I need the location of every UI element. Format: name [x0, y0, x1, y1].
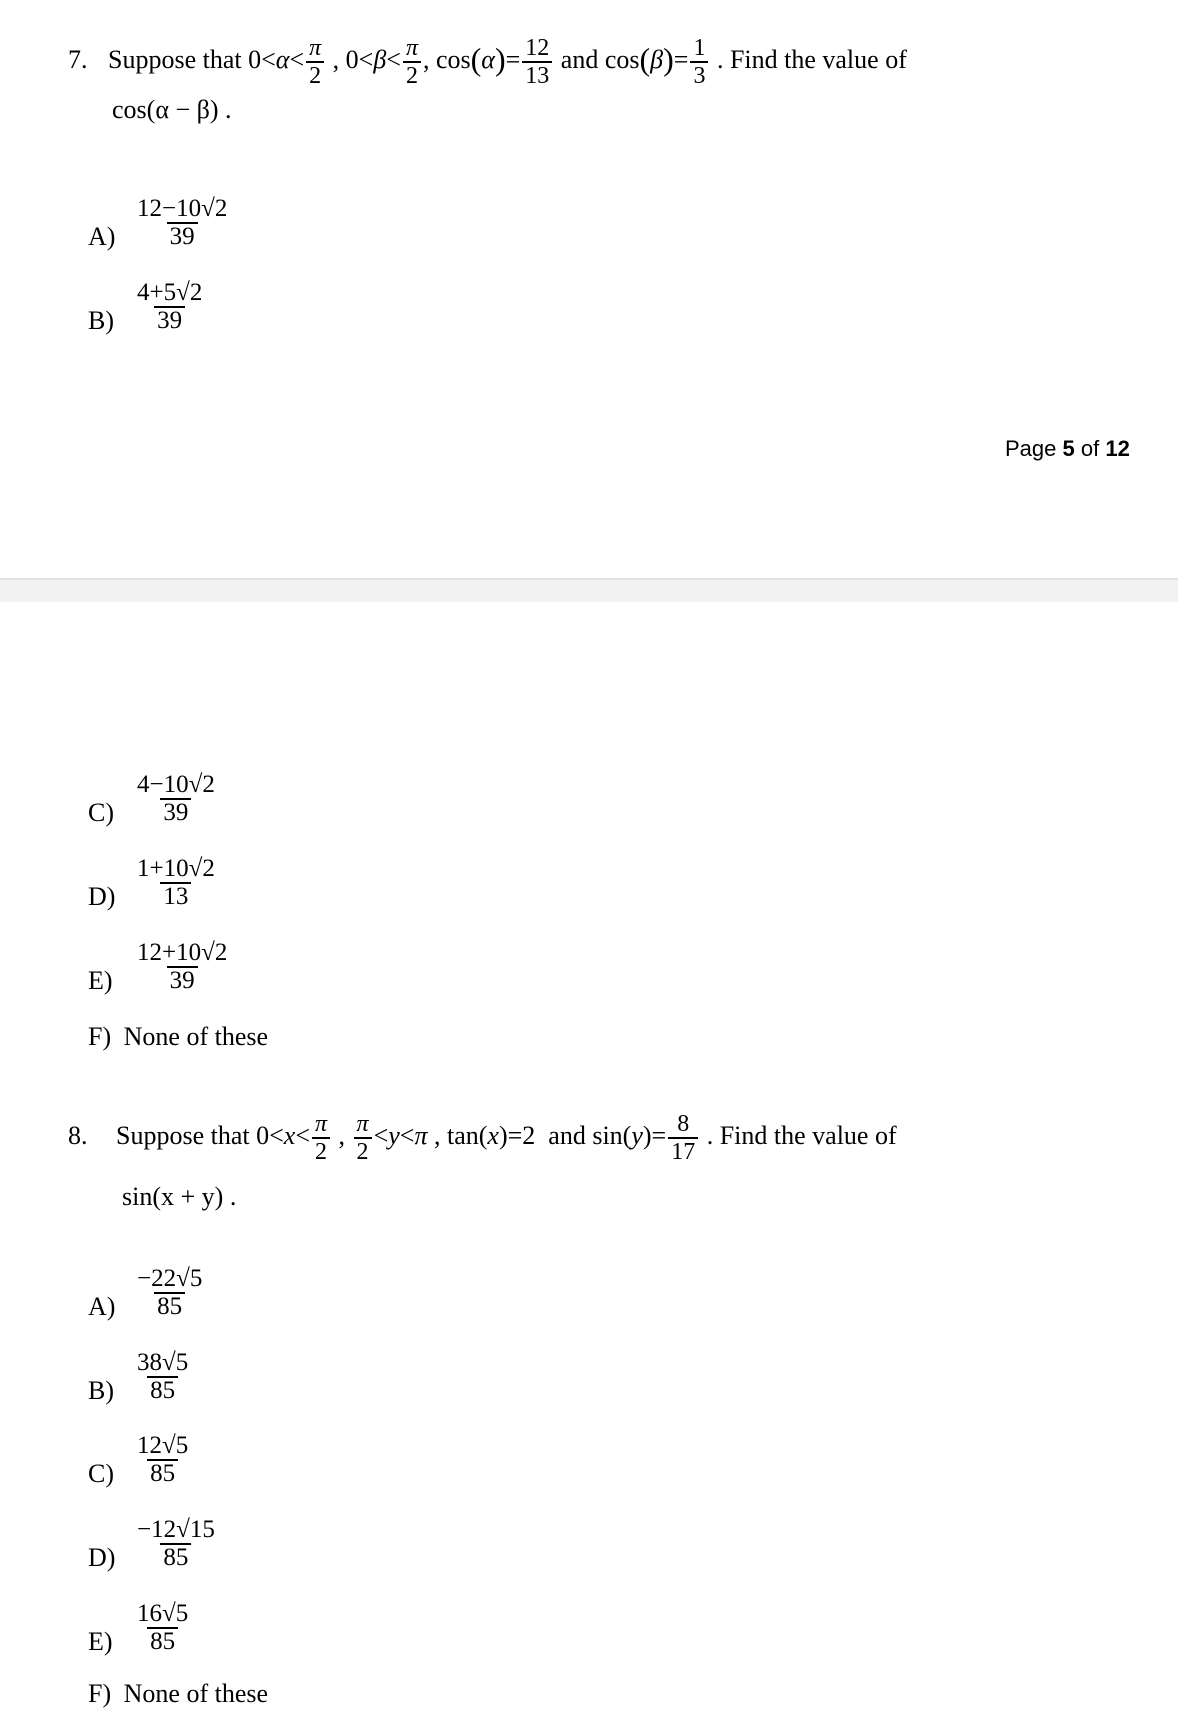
- page-indicator: Page 5 of 12: [1005, 436, 1130, 461]
- option-denominator: 39: [167, 222, 198, 250]
- option-denominator: 39: [154, 306, 185, 334]
- option-numerator: −12√15: [137, 1516, 215, 1543]
- option-numerator: 16√5: [137, 1600, 189, 1627]
- page-current: 5: [1062, 436, 1075, 461]
- option-numerator: 4−10√2: [137, 771, 215, 798]
- math-cos-alpha: cos(α)= $\frac{12}{13}$: [436, 45, 561, 74]
- option-numerator: 12+10√2: [137, 939, 228, 966]
- option-numerator: 4+5√2: [137, 279, 203, 306]
- option-numerator: 12−10√2: [137, 195, 228, 222]
- question-8-stem: 8. Suppose that 0<x< $\frac{\pi}{2}$ , $\frac{\pi}{2}$ <y<π , tan(x)=2 and sin(y)= $\frac{8}{17}$ . Find the value of: [68, 1111, 897, 1165]
- question-number: 8.: [68, 1120, 88, 1150]
- option-denominator: 13: [160, 882, 191, 910]
- question-7-stem: 7. Suppose that 0<α< $\frac{\pi}{2}$ , 0<β< $\frac{\pi}{2}$ , cos(α)= $\frac{12}{13}$ and cos(β)= $\frac{1}{3}$ . Find the value of: [68, 35, 907, 89]
- question-find-text: . Find the value of: [706, 1120, 897, 1150]
- option-denominator: 39: [167, 966, 198, 994]
- option-numerator: −22√5: [137, 1265, 203, 1292]
- option-numerator: 1+10√2: [137, 855, 215, 882]
- question-7-target: cos(α − β) .: [112, 95, 232, 124]
- math-condition-alpha: 0<α< $\frac{\pi}{2}$: [248, 45, 333, 74]
- math-tan-x: tan(x)=2: [446, 1120, 536, 1150]
- math-sin-y: sin(y)= $\frac{8}{17}$: [592, 1121, 706, 1150]
- option-denominator: 39: [160, 798, 191, 826]
- math-condition-x: 0<x< $\frac{\pi}{2}$: [256, 1121, 338, 1150]
- question-find-text: . Find the value of: [716, 44, 907, 74]
- option-numerator: 12√5: [137, 1432, 189, 1459]
- option-denominator: 85: [147, 1459, 178, 1487]
- option-denominator: 85: [160, 1543, 191, 1571]
- math-condition-y: $\frac{\pi}{2}$ <y<π ,: [352, 1121, 447, 1150]
- page-break-gap: [0, 580, 1178, 602]
- question-prefix: Suppose that: [108, 44, 242, 74]
- page-total: 12: [1105, 436, 1130, 461]
- question-prefix: Suppose that: [116, 1120, 250, 1150]
- option-denominator: 85: [147, 1376, 178, 1404]
- math-cos-beta: cos(β)= $\frac{1}{3}$: [605, 45, 717, 74]
- math-condition-beta: 0<β< $\frac{\pi}{2}$ ,: [345, 35, 436, 89]
- q7-option-f[interactable]: F) None of these: [88, 1022, 269, 1051]
- option-denominator: 85: [147, 1627, 178, 1655]
- q8-option-f[interactable]: F) None of these: [88, 1679, 269, 1708]
- question-8-target: sin(x + y) .: [122, 1182, 237, 1211]
- option-denominator: 85: [154, 1292, 185, 1320]
- question-number: 7.: [68, 44, 88, 74]
- option-numerator: 38√5: [137, 1349, 189, 1376]
